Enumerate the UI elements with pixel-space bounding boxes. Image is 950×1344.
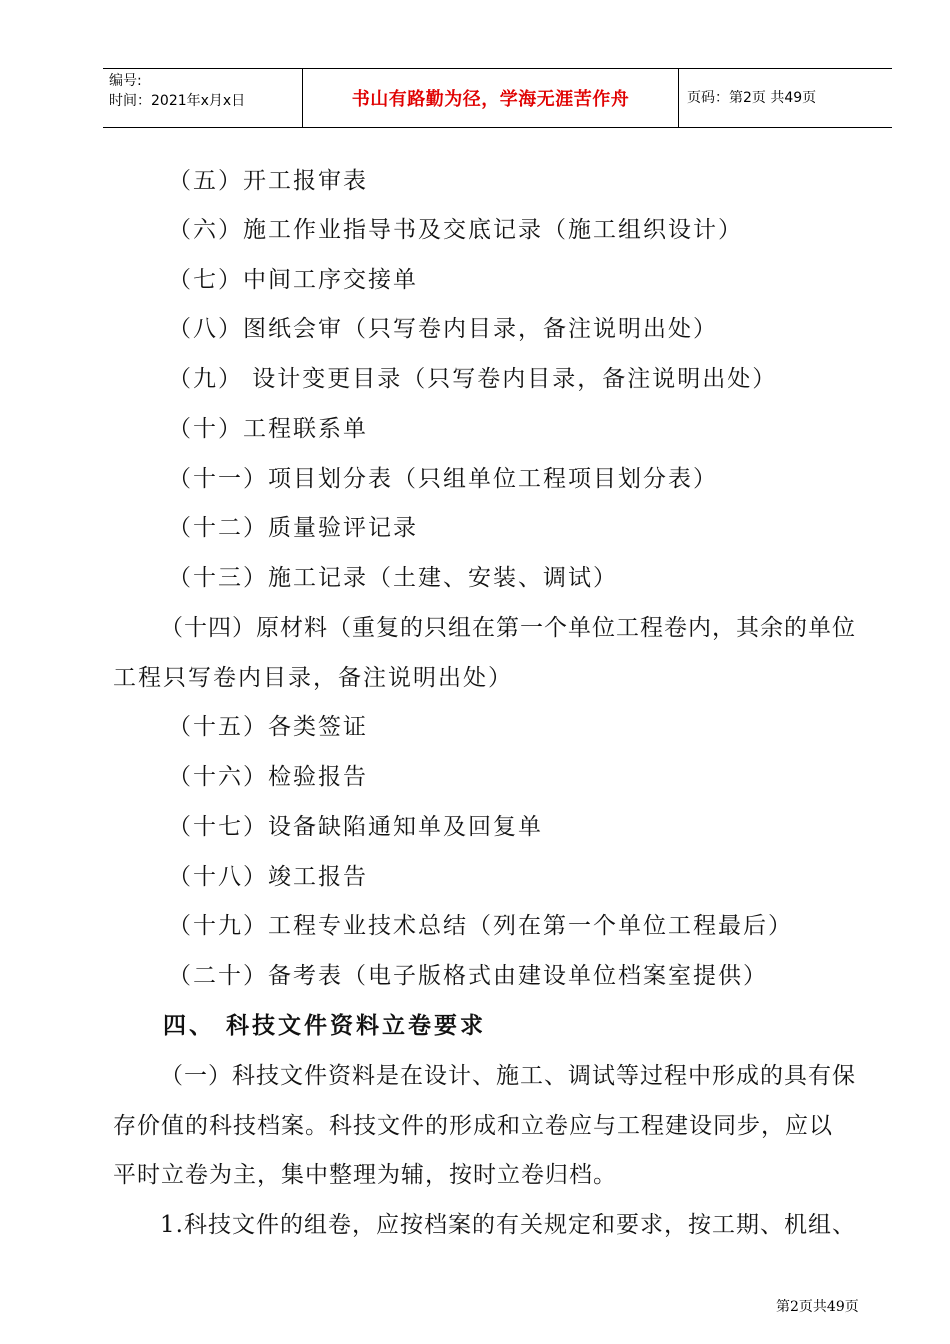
body-line: （十一）项目划分表（只组单位工程项目划分表） [168,466,718,492]
body-line: 1.科技文件的组卷，应按档案的有关规定和要求，按工期、机组、 [160,1212,856,1238]
body-line: （八）图纸会审（只写卷内目录，备注说明出处） [168,316,718,342]
body-line: （十八）竣工报告 [168,864,368,890]
section-heading: 四、 科技文件资料立卷要求 [163,1013,487,1039]
body-line: 工程只写卷内目录，备注说明出处） [113,665,513,691]
header-page-cell [679,69,892,127]
body-line: （七）中间工序交接单 [168,267,418,293]
page-footer: 第2页共49页 [776,1299,859,1315]
header-page-label: 页码：第2页 共49页 [687,90,817,106]
header-motto: 书山有路勤为径，学海无涯苦作舟 [351,89,630,110]
body-line: 平时立卷为主，集中整理为辅，按时立卷归档。 [113,1162,617,1188]
body-line: （十五）各类签证 [168,714,368,740]
document-number-label: 编号: [109,73,142,89]
body-line: （六）施工作业指导书及交底记录（施工组织设计） [168,217,743,243]
page-header [103,68,892,128]
body-line: （九） 设计变更目录（只写卷内目录，备注说明出处） [168,366,778,392]
header-motto-cell [303,69,679,127]
body-line: （五）开工报审表 [168,168,368,194]
body-line: （十三）施工记录（土建、安装、调试） [168,565,618,591]
body-line: （二十）备考表（电子版格式由建设单位档案室提供） [168,963,768,989]
body-line: （十七）设备缺陷通知单及回复单 [168,814,543,840]
document-time-label: 时间：2021年x月x日 [109,93,246,109]
body-line: （一）科技文件资料是在设计、施工、调试等过程中形成的具有保 [160,1063,856,1089]
body-line: （十六）检验报告 [168,764,368,790]
body-line: （十九）工程专业技术总结（列在第一个单位工程最后） [168,913,793,939]
header-meta-cell [103,69,303,127]
body-line: （十二）质量验评记录 [168,515,418,541]
body-line: （十四）原材料（重复的只组在第一个单位工程卷内，其余的单位 [160,615,856,641]
body-line: 存价值的科技档案。科技文件的形成和立卷应与工程建设同步，应以 [113,1113,833,1139]
body-line: （十）工程联系单 [168,416,368,442]
